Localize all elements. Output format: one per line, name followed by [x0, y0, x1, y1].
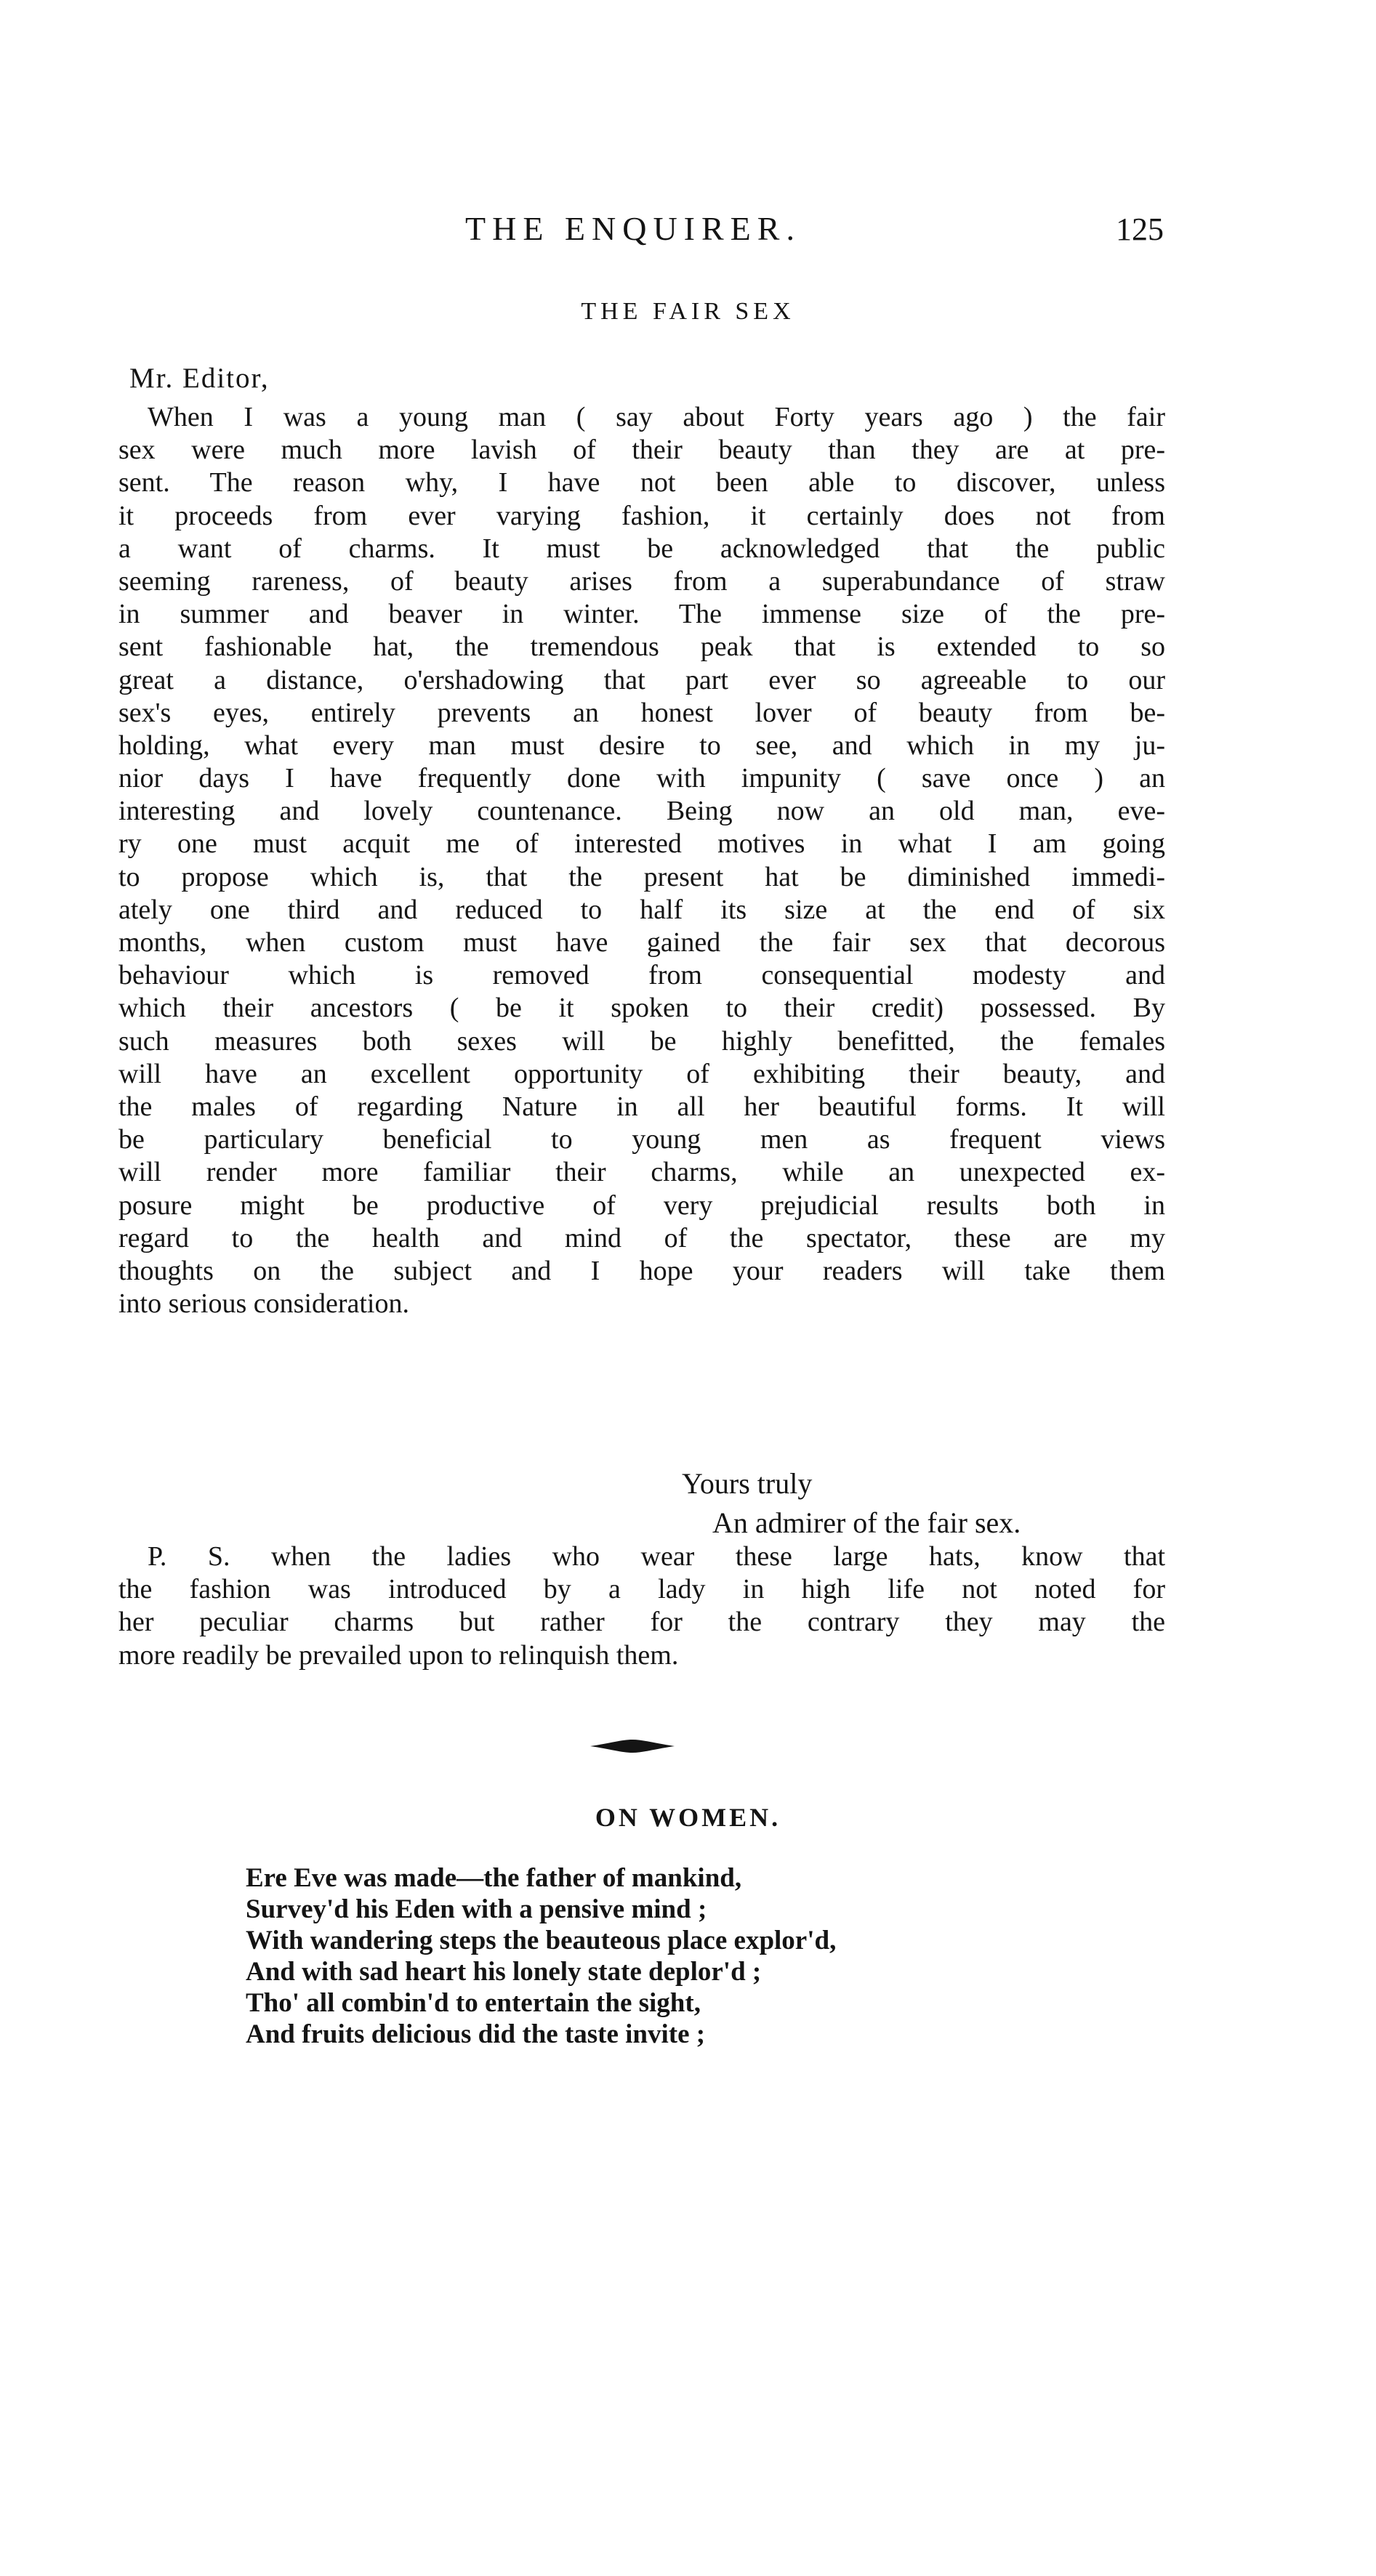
letter-line: will render more familiar their charms, while an unexpected ex-	[118, 1157, 1165, 1188]
article-title: THE FAIR SEX	[581, 298, 795, 325]
page-number: 125	[1116, 211, 1164, 247]
letter-line: thoughts on the subject and I hope your readers will take them	[118, 1255, 1165, 1286]
letter-line: in summer and beaver in winter. The immense size of the pre-	[118, 599, 1165, 630]
letter-line: which their ancestors ( be it spoken to their credit) possessed. By	[118, 993, 1165, 1024]
letter-line: into serious consideration.	[118, 1288, 409, 1320]
section-divider-ornament	[589, 1737, 676, 1756]
letter-line: holding, what every man must desire to see, and which in my ju-	[118, 730, 1165, 761]
letter-line: When I was a young man ( say about Forty years ago ) the fair	[148, 402, 1165, 432]
salutation: Mr. Editor,	[129, 363, 270, 394]
postscript-line: P. S. when the ladies who wear these large hats, know that	[148, 1541, 1165, 1572]
postscript-line: the fashion was introduced by a lady in high life not noted for	[118, 1574, 1165, 1605]
poem-body	[246, 1862, 836, 2050]
poem-verse: And with sad heart his lonely state deplor'd ;	[246, 1957, 762, 1987]
letter-line: will have an excellent opportunity of exhibiting their beauty, and	[118, 1058, 1165, 1089]
letter-body	[118, 401, 1165, 1320]
letter-line: ry one must acquit me of interested motives in what I am going	[118, 828, 1165, 860]
letter-line: a want of charms. It must be acknowledged that the public	[118, 533, 1165, 564]
letter-line: sex's eyes, entirely prevents an honest lover of beauty from be-	[118, 697, 1165, 728]
poem-verse: Ere Eve was made—the father of mankind,	[246, 1863, 742, 1893]
running-head	[0, 209, 1376, 253]
poem-verse: Survey'd his Eden with a pensive mind ;	[246, 1894, 707, 1924]
letter-line: such measures both sexes will be highly benefitted, the females	[118, 1025, 1165, 1057]
postscript	[118, 1541, 1165, 1672]
letter-line: ately one third and reduced to half its size at the end of six	[118, 894, 1165, 925]
letter-line: be particulary beneficial to young men as frequent views	[118, 1124, 1165, 1155]
letter-line: sent. The reason why, I have not been able to discover, unless	[118, 467, 1165, 498]
postscript-line: her peculiar charms but rather for the contrary they may the	[118, 1607, 1165, 1638]
letter-line: it proceeds from ever varying fashion, it certainly does not from	[118, 500, 1165, 531]
signature: An admirer of the fair sex.	[712, 1506, 1021, 1539]
poem-verse: And fruits delicious did the taste invite ;	[246, 2019, 706, 2049]
poem-title: ON WOMEN.	[595, 1803, 781, 1832]
postscript-line: more readily be prevailed upon to relinquish them.	[118, 1639, 679, 1671]
poem-verse: Tho' all combin'd to entertain the sight,	[246, 1988, 701, 2018]
letter-line: great a distance, o'ershadowing that part ever so agreeable to our	[118, 664, 1165, 695]
running-title: THE ENQUIRER.	[465, 210, 801, 247]
letter-line: the males of regarding Nature in all her beautiful forms. It will	[118, 1091, 1165, 1122]
poem-verse: With wandering steps the beauteous place explor'd,	[246, 1926, 837, 1955]
letter-line: posure might be productive of very prejudicial results both in	[118, 1190, 1165, 1221]
letter-line: interesting and lovely countenance. Being now an old man, eve-	[118, 796, 1165, 827]
letter-line: regard to the health and mind of the spectator, these are my	[118, 1222, 1165, 1253]
letter-line: seeming rareness, of beauty arises from a superabundance of straw	[118, 565, 1165, 597]
signoff: Yours truly	[682, 1467, 813, 1500]
letter-line: sex were much more lavish of their beauty than they are at pre-	[118, 435, 1165, 466]
letter-line: behaviour which is removed from consequential modesty and	[118, 960, 1165, 991]
letter-line: to propose which is, that the present hat be diminished immedi-	[118, 861, 1165, 892]
letter-line: months, when custom must have gained the fair sex that decorous	[118, 927, 1165, 958]
letter-line: nior days I have frequently done with impunity ( save once ) an	[118, 763, 1165, 794]
letter-line: sent fashionable hat, the tremendous peak that is extended to so	[118, 631, 1165, 663]
